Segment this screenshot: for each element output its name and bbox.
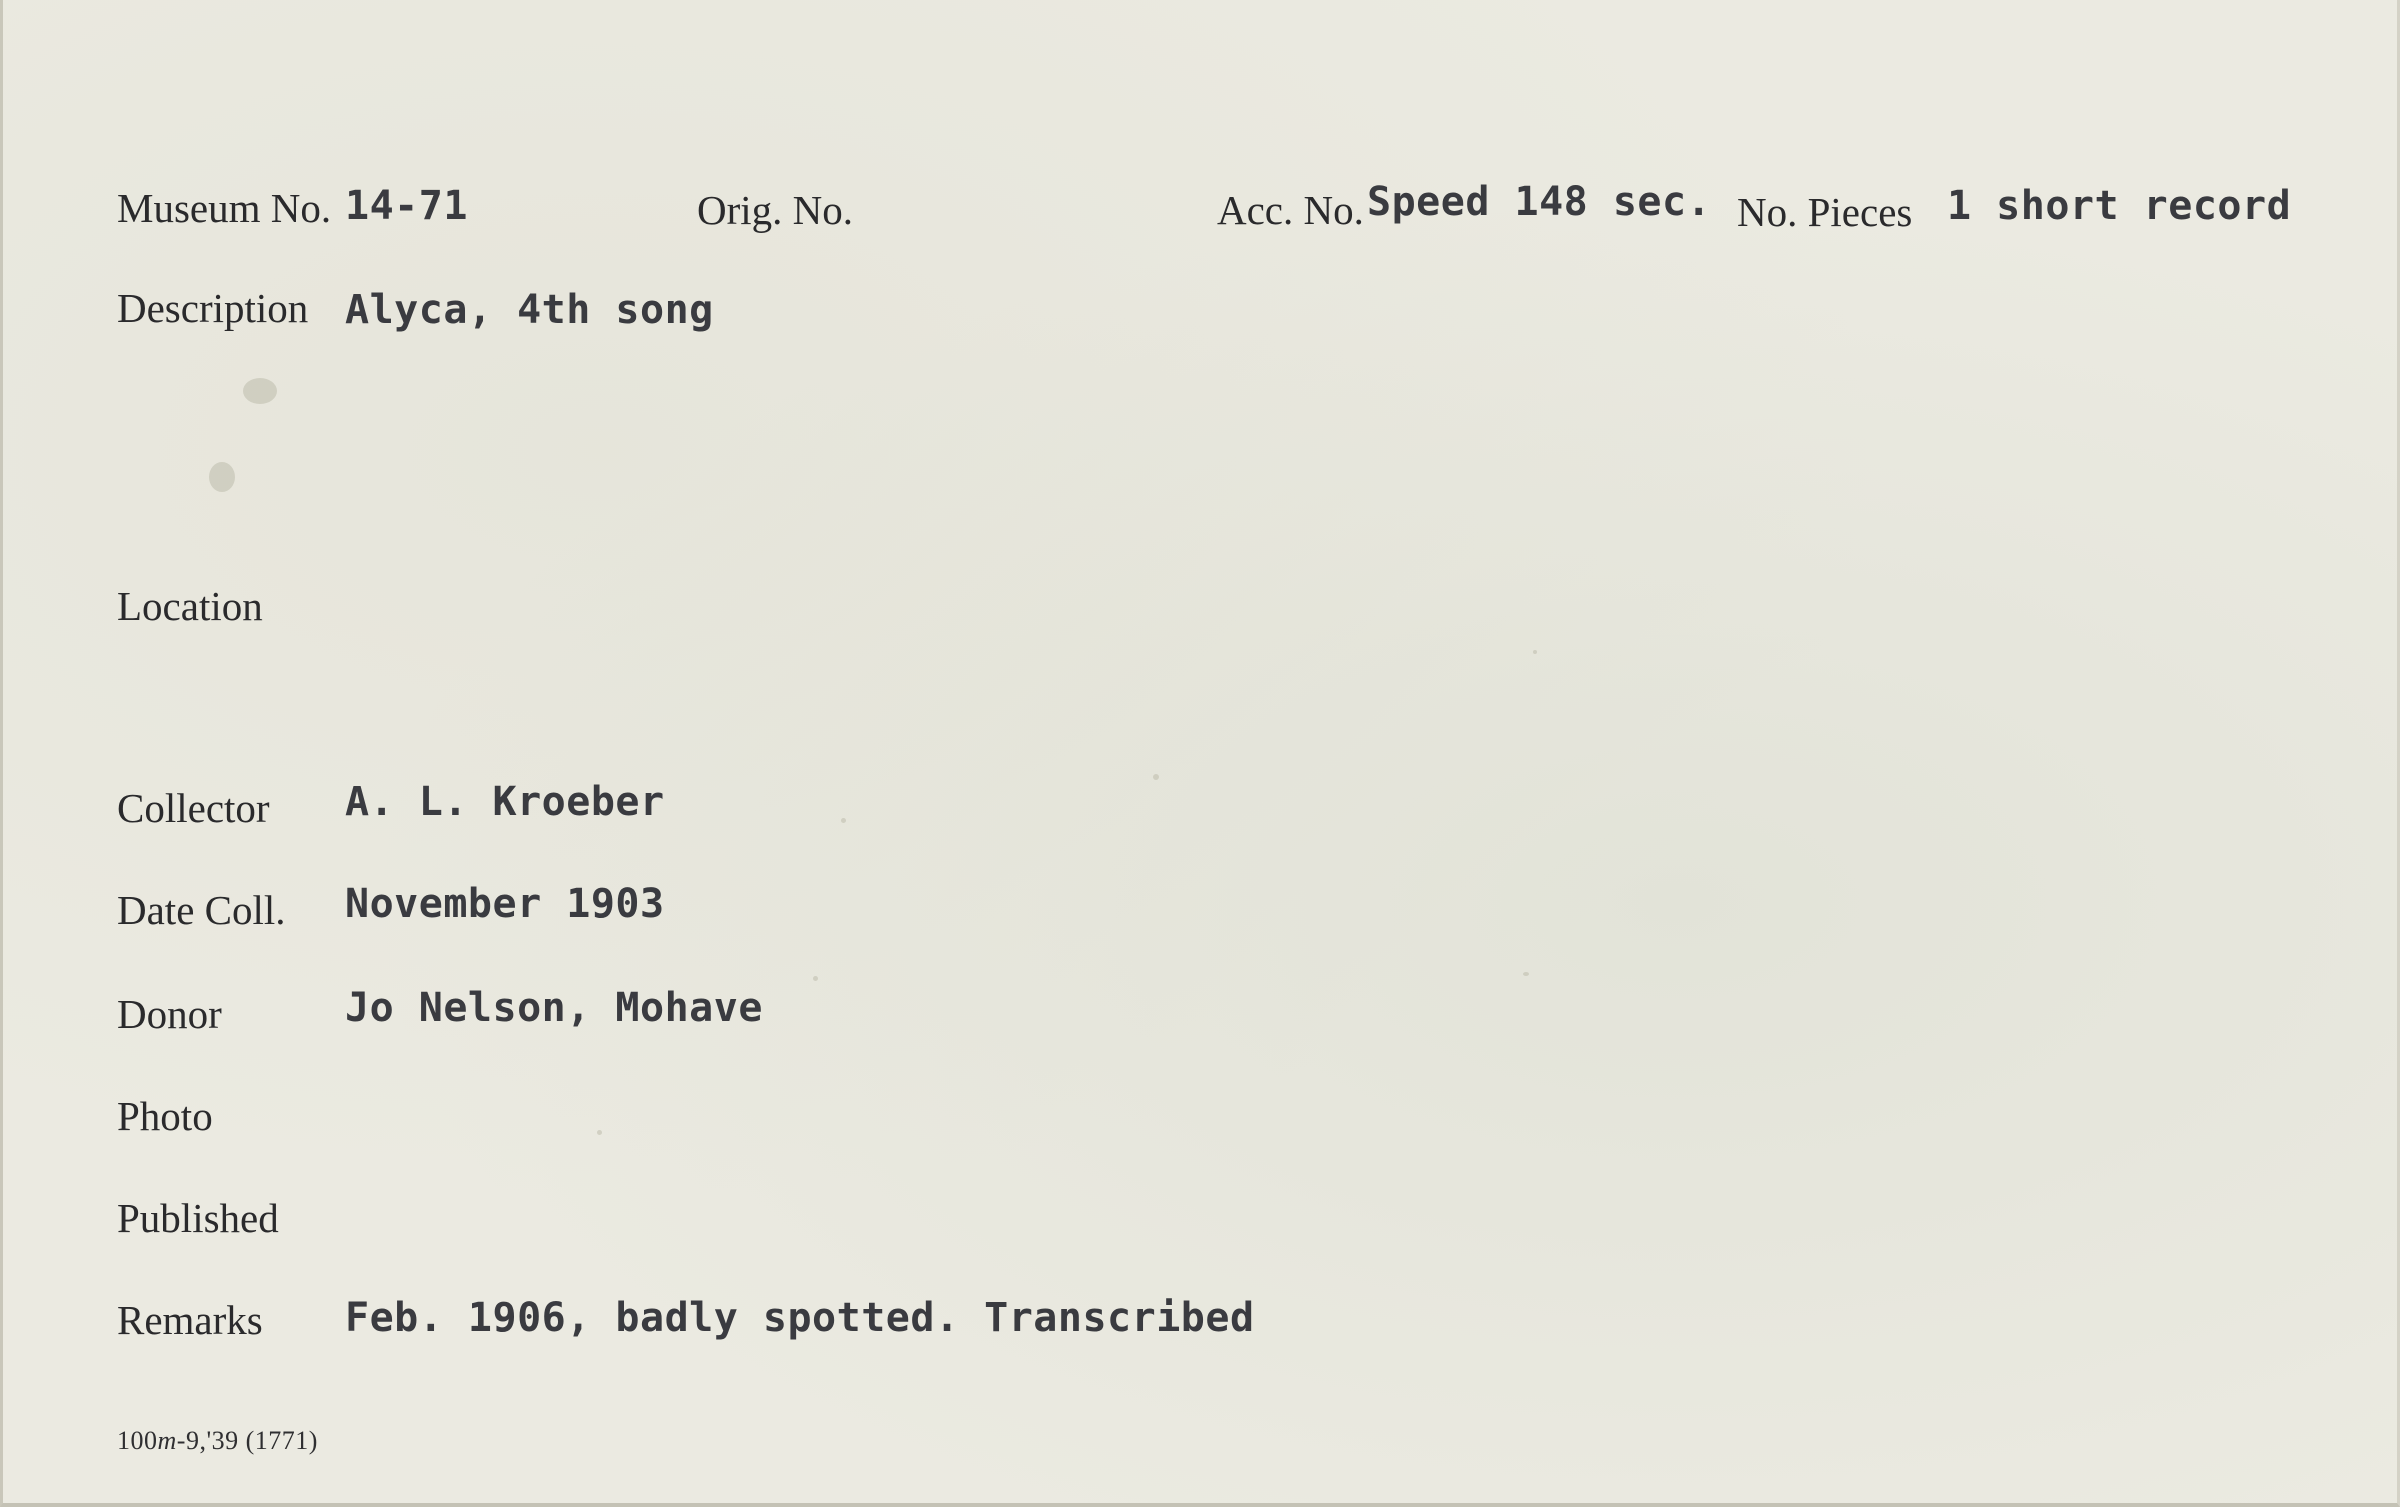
remarks-value: Feb. 1906, badly spotted. Transcribed	[345, 1295, 1255, 1341]
museum-no-label: Museum No.	[117, 185, 332, 231]
museum-no-value: 14-71	[345, 183, 468, 229]
paper-speck	[209, 462, 235, 492]
date-coll-value: November 1903	[345, 881, 665, 927]
form-code-suffix: -9,'39 (1771)	[176, 1426, 318, 1455]
paper-speck	[1533, 650, 1537, 654]
acc-no-value: Speed 148 sec.	[1367, 179, 1712, 225]
orig-no-label: Orig. No.	[697, 187, 854, 233]
acc-no-label: Acc. No.	[1217, 187, 1364, 233]
paper-speck	[243, 378, 277, 404]
form-code-italic: m	[157, 1426, 177, 1455]
form-code-prefix: 100	[117, 1426, 158, 1455]
paper-speck	[1153, 774, 1159, 780]
collector-value: A. L. Kroeber	[345, 779, 665, 825]
no-pieces-label: No. Pieces	[1737, 189, 1913, 235]
paper-speck	[597, 1130, 602, 1135]
no-pieces-value: 1 short record	[1947, 183, 2292, 229]
photo-label: Photo	[117, 1093, 213, 1139]
description-label: Description	[117, 285, 309, 331]
collector-label: Collector	[117, 785, 270, 831]
paper-speck	[841, 818, 846, 823]
published-label: Published	[117, 1195, 279, 1241]
description-value: Alyca, 4th song	[345, 287, 714, 333]
date-coll-label: Date Coll.	[117, 887, 286, 933]
paper-speck	[813, 976, 818, 981]
paper-speck	[1523, 972, 1529, 976]
donor-value: Jo Nelson, Mohave	[345, 985, 763, 1031]
location-label: Location	[117, 583, 263, 629]
form-code	[117, 1428, 318, 1454]
remarks-label: Remarks	[117, 1297, 263, 1343]
donor-label: Donor	[117, 991, 222, 1037]
